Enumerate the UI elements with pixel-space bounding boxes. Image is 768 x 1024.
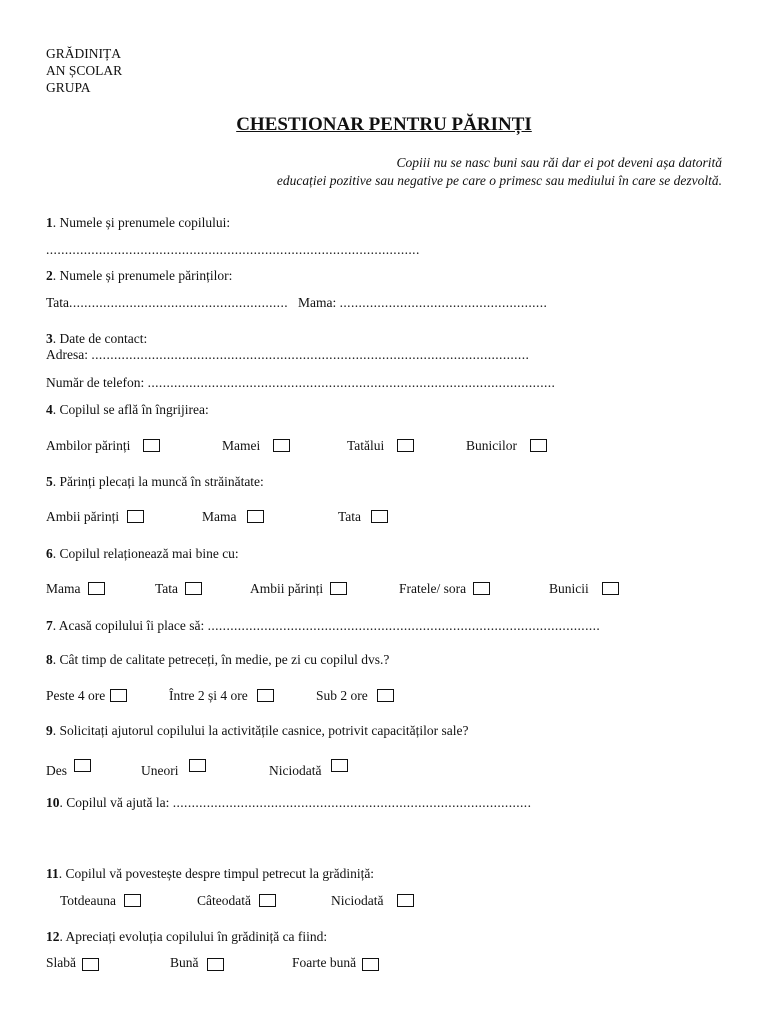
question-number: 11 [46, 866, 59, 881]
checkbox[interactable] [362, 958, 379, 971]
question-text: . Apreciați evoluția copilului în grădiniță ca fiind: [59, 929, 328, 944]
option-label: Ambii părinți [46, 509, 120, 524]
checkbox[interactable] [602, 582, 619, 595]
option-occasionally [197, 893, 276, 908]
option-often [46, 759, 91, 778]
checkbox[interactable] [331, 759, 348, 772]
question-text: . Părinți plecați la muncă în străinătate: [52, 474, 264, 489]
question-text: . Date de contact: [52, 331, 148, 346]
option-label: Foarte bună [292, 955, 357, 970]
question-number: 4 [46, 402, 53, 417]
checkbox[interactable] [247, 510, 264, 523]
option-label: Bunicii [549, 581, 589, 596]
checkbox[interactable] [82, 958, 99, 971]
phone-field[interactable]: ............................................................................................................ [147, 375, 556, 390]
option-label: Tata [338, 509, 362, 524]
question-number: 2 [46, 268, 53, 283]
option-always [60, 893, 141, 908]
option-under-2-hours [316, 688, 394, 703]
option-2-to-4-hours [169, 688, 274, 703]
child-name-field[interactable]: ................................................................................................... [46, 242, 420, 257]
address-label: Adresa: [46, 347, 88, 362]
checkbox[interactable] [207, 958, 224, 971]
question-number: 3 [46, 331, 53, 346]
option-label: Ambilor părinți [46, 438, 131, 453]
option-weak [46, 955, 99, 971]
option-relates-grandparents [549, 581, 619, 596]
checkbox[interactable] [124, 894, 141, 907]
option-mother-abroad [202, 509, 264, 524]
option-father-abroad [338, 509, 388, 524]
page-title: CHESTIONAR PENTRU PĂRINȚI [236, 114, 532, 135]
option-never [269, 759, 348, 778]
checkbox[interactable] [189, 759, 206, 772]
question-number: 7 [46, 618, 53, 633]
checkbox[interactable] [88, 582, 105, 595]
mother-label: Mama: [298, 295, 337, 310]
checkbox[interactable] [127, 510, 144, 523]
checkbox[interactable] [397, 894, 414, 907]
father-name-row [46, 295, 288, 310]
option-good [170, 955, 224, 971]
checkbox[interactable] [397, 439, 414, 452]
question-number: 5 [46, 474, 53, 489]
checkbox[interactable] [110, 689, 127, 702]
home-activities-field[interactable]: ........................................................................................................ [207, 618, 601, 633]
question-number: 1 [46, 215, 53, 230]
option-sometimes [141, 759, 206, 778]
option-label: Ambii părinți [250, 581, 324, 596]
option-label: Tatălui [347, 438, 385, 453]
option-both-parents [46, 438, 160, 453]
option-label: Mama [202, 509, 237, 524]
option-label: Fratele/ sora [399, 581, 467, 596]
child-helps-field[interactable]: ............................................................................................... [172, 795, 532, 810]
question-number: 12 [46, 929, 60, 944]
option-relates-mother [46, 581, 105, 596]
question-2 [46, 268, 232, 283]
checkbox[interactable] [257, 689, 274, 702]
option-over-4-hours [46, 688, 127, 703]
question-9 [46, 723, 468, 738]
mother-name-field[interactable]: ....................................................... [339, 295, 548, 310]
option-label: Slabă [46, 955, 76, 970]
phone-row [46, 375, 555, 390]
option-father [347, 438, 414, 453]
father-label: Tata [46, 295, 70, 310]
question-10 [46, 795, 531, 810]
motto-line-1: Copiii nu se nasc buni sau răi dar ei pot deveni așa datorită [396, 155, 722, 170]
question-1 [46, 215, 230, 230]
question-text: . Cât timp de calitate petreceți, în medie, pe zi cu copilul dvs.? [52, 652, 390, 667]
question-text: . Copilul se află în îngrijirea: [52, 402, 209, 417]
option-very-good [292, 955, 379, 971]
phone-label: Număr de telefon: [46, 375, 145, 390]
question-number: 8 [46, 652, 53, 667]
option-label: Des [46, 763, 67, 778]
question-text: . Numele și prenumele copilului: [52, 215, 231, 230]
option-label: Niciodată [269, 763, 322, 778]
option-label: Bunicilor [466, 438, 517, 453]
question-text: . Solicitați ajutorul copilului la activitățile casnice, potrivit capacităților sale? [52, 723, 469, 738]
option-label: Mama [46, 581, 81, 596]
address-field[interactable]: .................................................................................................................... [91, 347, 530, 362]
question-number: 9 [46, 723, 53, 738]
option-relates-sibling [399, 581, 490, 596]
question-6 [46, 546, 239, 561]
group-label: GRUPA [46, 80, 91, 95]
option-relates-father [155, 581, 202, 596]
option-label: Tata [155, 581, 179, 596]
question-8 [46, 652, 389, 667]
option-label: Mamei [222, 438, 261, 453]
question-5 [46, 474, 264, 489]
checkbox[interactable] [74, 759, 91, 772]
motto-line-2: educației pozitive sau negative pe care o primesc sau mediului în care se dezvoltă. [276, 173, 722, 188]
option-label: Sub 2 ore [316, 688, 368, 703]
checkbox[interactable] [259, 894, 276, 907]
question-text: . Acasă copilului îi place să: [52, 618, 205, 633]
checkbox[interactable] [143, 439, 160, 452]
option-both-parents-abroad [46, 509, 144, 524]
question-4 [46, 402, 209, 417]
address-row [46, 347, 529, 362]
option-label: Niciodată [331, 893, 384, 908]
option-grandparents [466, 438, 547, 453]
kindergarten-label: GRĂDINIȚA [46, 46, 121, 61]
option-label: Totdeauna [60, 893, 117, 908]
father-name-field[interactable]: .......................................................... [69, 295, 288, 310]
option-label: Câteodată [197, 893, 251, 908]
option-never-tells [331, 893, 414, 908]
checkbox[interactable] [377, 689, 394, 702]
question-text: . Copilul vă ajută la: [59, 795, 170, 810]
question-3 [46, 331, 147, 346]
question-text: . Copilul relaționează mai bine cu: [52, 546, 239, 561]
option-mother [222, 438, 290, 453]
checkbox[interactable] [530, 439, 547, 452]
option-relates-both-parents [250, 581, 347, 596]
question-7 [46, 618, 600, 633]
question-text: . Copilul vă povestește despre timpul petrecut la grădiniță: [58, 866, 375, 881]
option-label: Între 2 și 4 ore [169, 688, 248, 703]
checkbox[interactable] [330, 582, 347, 595]
question-number: 6 [46, 546, 53, 561]
checkbox[interactable] [371, 510, 388, 523]
mother-name-row [298, 295, 547, 310]
question-number: 10 [46, 795, 60, 810]
option-label: Peste 4 ore [46, 688, 106, 703]
checkbox[interactable] [185, 582, 202, 595]
question-text: . Numele și prenumele părinților: [52, 268, 233, 283]
question-12 [46, 929, 327, 944]
question-11 [46, 866, 374, 881]
school-year-label: AN ȘCOLAR [46, 63, 123, 78]
option-label: Uneori [141, 763, 179, 778]
checkbox[interactable] [473, 582, 490, 595]
option-label: Bună [170, 955, 199, 970]
checkbox[interactable] [273, 439, 290, 452]
